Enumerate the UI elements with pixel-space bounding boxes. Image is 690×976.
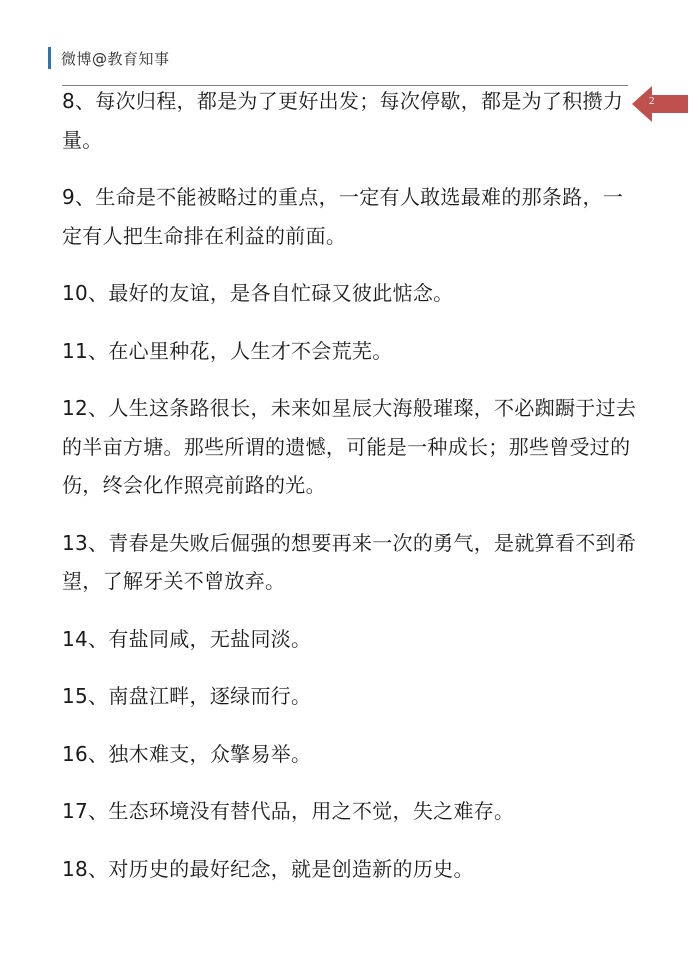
- page-number: 2: [649, 95, 655, 107]
- header-title: 微博@教育知事: [61, 49, 170, 68]
- list-item: 13、青春是失败后倔强的想要再来一次的勇气，是就算看不到希望，了解牙关不曾放弃。: [62, 530, 637, 593]
- list-item: 17、生态环境没有替代品，用之不觉，失之难存。: [62, 799, 515, 823]
- quote-list: [62, 82, 642, 907]
- list-item: 14、有盐同咸，无盐同淡。: [62, 626, 312, 651]
- list-item: 10、最好的友谊，是各自忙碌又彼此惦念。: [62, 281, 454, 305]
- list-item: 16、独木难支，众擎易举。: [62, 741, 312, 766]
- list-item: 9、生命是不能被略过的重点，一定有人敢选最难的那条路，一定有人把生命排在利益的前面。: [62, 185, 624, 248]
- list-item: 8、每次归程，都是为了更好出发；每次停歇，都是为了积攒力量。: [62, 89, 624, 152]
- list-item: 12、人生这条路很长，未来如星辰大海般璀璨，不必踟蹰于过去的半亩方塘。那些所谓的遗憾，可能是一种成长；那些曾受过的伤，终会化作照亮前路的光。: [62, 396, 637, 497]
- document-header: [48, 46, 170, 70]
- list-item: 11、在心里种花，人生才不会荒芜。: [62, 338, 393, 363]
- list-item: 18、对历史的最好纪念，就是创造新的历史。: [62, 856, 474, 881]
- list-item: 15、南盘江畔，逐绿而行。: [62, 684, 312, 708]
- header-accent-bar: [48, 47, 51, 69]
